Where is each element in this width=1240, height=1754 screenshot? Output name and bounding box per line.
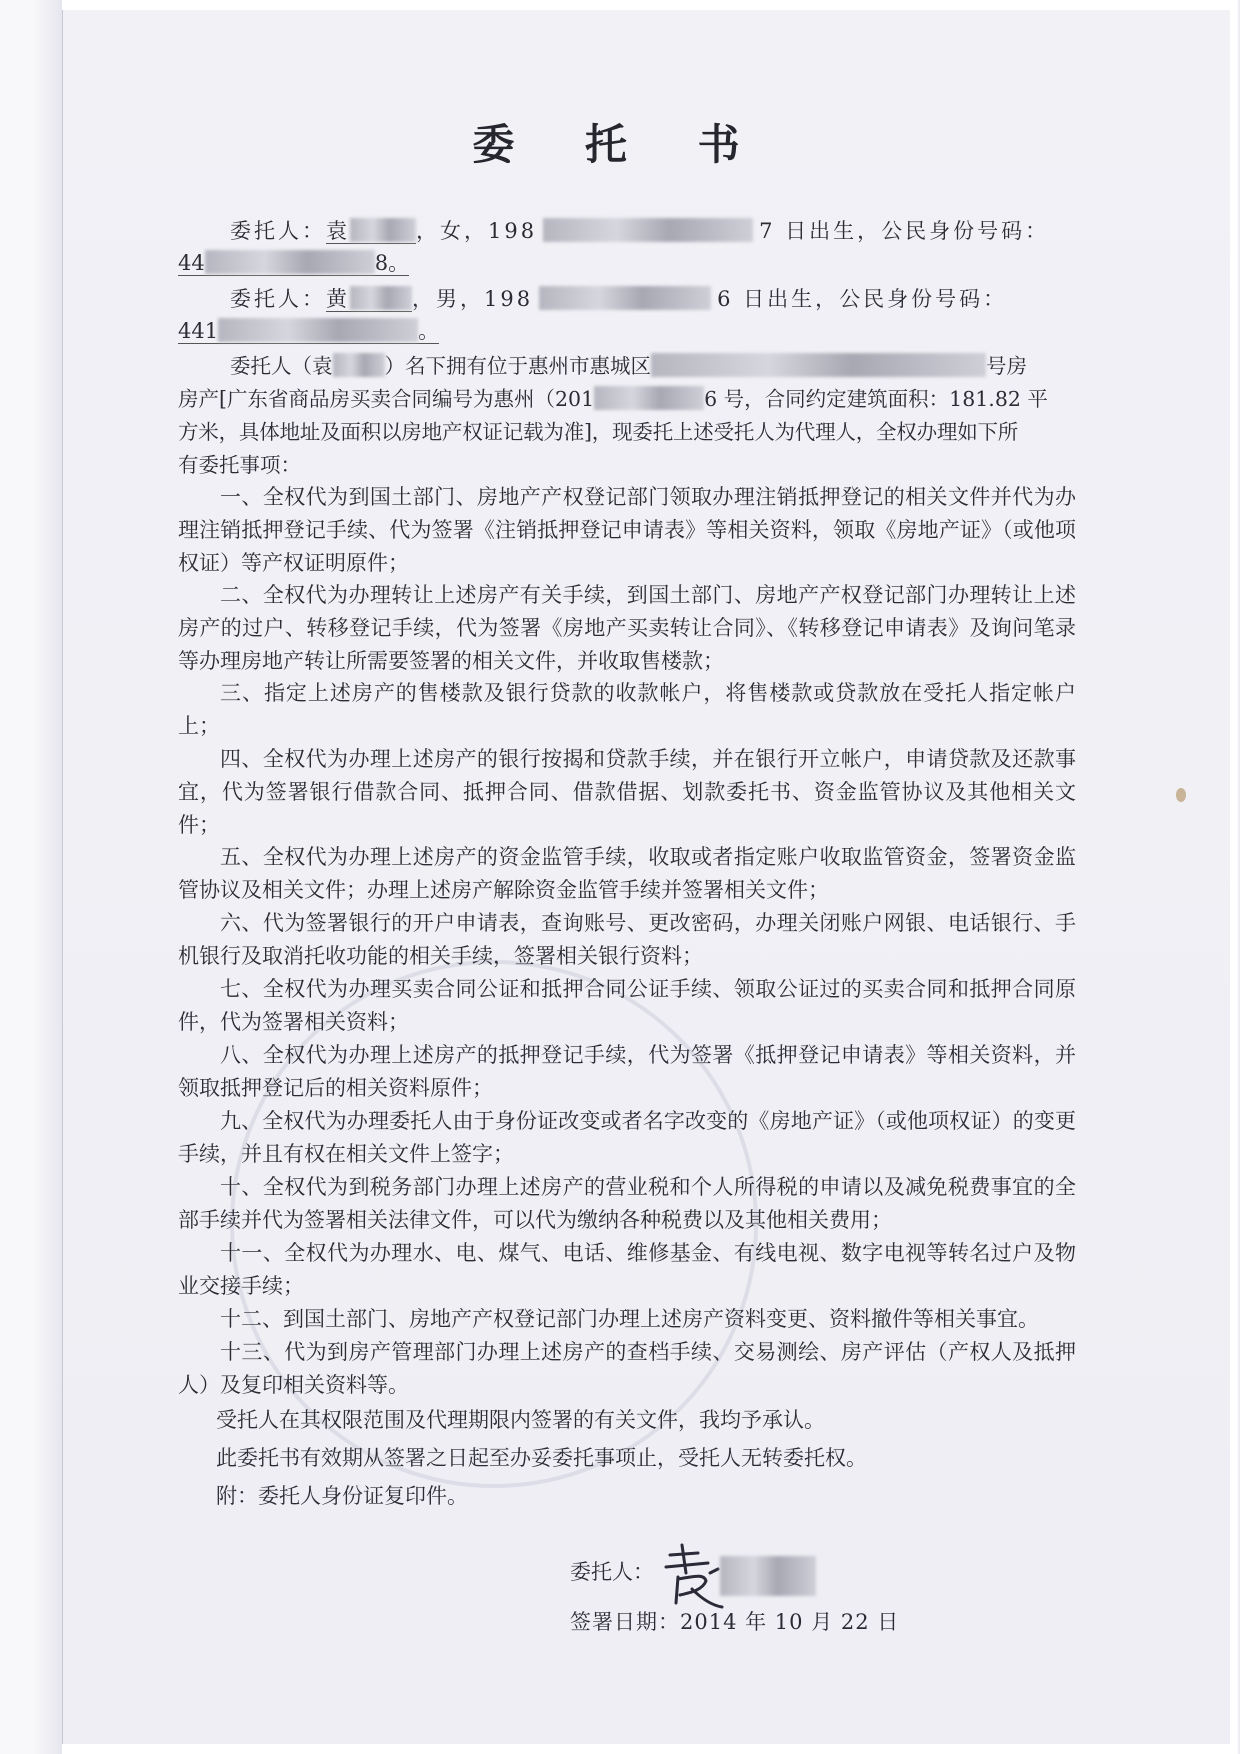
redaction-block [594, 386, 704, 410]
item-3: 三、指定上述房产的售楼款及银行贷款的收款帐户，将售楼款或贷款放在受托人指定帐户上； [178, 681, 1076, 738]
redaction-block [333, 353, 385, 377]
property-line-2: 房产[广东省商品房买卖合同编号为惠州（201 6 号，合同约定建筑面积：181.82 平 [178, 387, 1048, 411]
principal-1-label: 委托人： [230, 219, 326, 243]
redaction-block [205, 250, 375, 274]
redaction-block [651, 353, 986, 377]
principal-1-birth-prefix: 198 [488, 219, 538, 243]
item-10: 十、全权代为到税务部门办理上述房产的营业税和个人所得税的申请以及减免税费事宜的全部手续并代为签署相关法律文件，可以代为缴纳各种税费以及其他相关费用； [178, 1175, 1076, 1232]
page-edge-right [1230, 0, 1240, 1754]
principal-1-id-line [178, 247, 1076, 279]
signature-date-label: 签署日期： [570, 1610, 680, 1634]
principal-2-id: 441 。 [178, 319, 440, 343]
item-11: 十一、全权代为办理水、电、煤气、电话、维修基金、有线电视、数字电视等转名过户及物业交接手续； [178, 1241, 1076, 1298]
redaction-block [539, 286, 711, 310]
paper-stain [1176, 788, 1186, 802]
principal-2-label: 委托人： [230, 287, 326, 311]
item-7: 七、全权代为办理买卖合同公证和抵押合同公证手续、领取公证过的买卖合同和抵押合同原件，代为签署相关资料； [178, 977, 1076, 1034]
redaction-block [543, 218, 753, 242]
item-1: 一、全权代为到国土部门、房地产产权登记部门领取办理注销抵押登记的相关文件并代为办理注销抵押登记手续、代为签署《注销抵押登记申请表》等相关资料，领取《房地产证》（或他项权证）等产权证明原件； [178, 485, 1076, 575]
principal-1-id: 44 8。 [178, 251, 410, 275]
item-4: 四、全权代为办理上述房产的银行按揭和贷款手续，并在银行开立帐户，申请贷款及还款事宜，代为签署银行借款合同、抵押合同、借款借据、划款委托书、资金监管协议及其他相关文件； [178, 747, 1076, 837]
principal-2-gender: ，男， [412, 287, 484, 311]
redaction-block [350, 218, 416, 242]
closing-1: 受托人在其权限范围及代理期限内签署的有关文件，我均予承认。 [216, 1408, 825, 1432]
signature-label: 委托人： [570, 1560, 654, 1584]
item-6: 六、代为签署银行的开户申请表，查询账号、更改密码，办理关闭账户网银、电话银行、手机银行及取消托收功能的相关手续，签署相关银行资料； [178, 911, 1076, 968]
signature-redaction [720, 1556, 816, 1596]
principal-1-name: 袁 [326, 219, 416, 244]
page-edge-top [62, 0, 1230, 10]
item-8: 八、全权代为办理上述房产的抵押登记手续，代为签署《抵押登记申请表》等相关资料，并领取抵押登记后的相关资料原件； [178, 1043, 1076, 1100]
property-line-1: 委托人（袁 ）名下拥有位于惠州市惠城区 号房 [230, 354, 1027, 378]
item-12: 十二、到国土部门、房地产产权登记部门办理上述房产资料变更、资料撤件等相关事宜。 [220, 1307, 1039, 1331]
item-2: 二、全权代为办理转让上述房产有关手续，到国土部门、房地产产权登记部门办理转让上述房产的过户、转移登记手续，代为签署《房地产买卖转让合同》、《转移登记申请表》及询问笔录等办理房地产转让所需要签署的相关文件，并收取售楼款； [178, 583, 1076, 673]
item-5: 五、全权代为办理上述房产的资金监管手续，收取或者指定账户收取监管资金，签署资金监管协议及相关文件；办理上述房产解除资金监管手续并签署相关文件； [178, 845, 1076, 902]
principal-2-line [178, 283, 1076, 315]
closing-2: 此委托书有效期从签署之日起至办妥委托事项止，受托人无转委托权。 [216, 1446, 867, 1470]
item-13: 十三、代为到房产管理部门办理上述房产的查档手续、交易测绘、房产评估（产权人及抵押人）及复印相关资料等。 [178, 1340, 1076, 1397]
closing-3: 附：委托人身份证复印件。 [216, 1484, 468, 1508]
document-title: 委 托 书 [472, 120, 768, 169]
signature-date: 2014 年 10 月 22 日 [680, 1610, 900, 1634]
principal-2-birth-suffix: 6 日出生，公民身份号码： [717, 287, 1008, 311]
page-edge-bottom [62, 1744, 1230, 1754]
principal-2-birth-prefix: 198 [484, 287, 534, 311]
principal-1-line [178, 215, 1076, 247]
signature-date-line [570, 1606, 970, 1638]
item-9: 九、全权代为办理委托人由于身份证改变或者名字改变的《房地产证》（或他项权证）的变更手续，并且有权在相关文件上签字； [178, 1109, 1076, 1166]
page-edge-left [0, 0, 63, 1754]
redaction-block [350, 286, 412, 310]
property-line-3: 方米，具体地址及面积以房地产权证记载为准]，现委托上述受托人为代理人，全权办理如下所 [178, 420, 1019, 444]
property-line-4: 有委托事项： [178, 453, 301, 477]
redaction-block [218, 318, 418, 342]
principal-1-gender: ，女， [416, 219, 488, 243]
principal-2-name: 黄 [326, 287, 412, 312]
principal-1-birth-suffix: 7 日出生，公民身份号码： [759, 219, 1050, 243]
principal-2-id-line [178, 315, 1076, 347]
